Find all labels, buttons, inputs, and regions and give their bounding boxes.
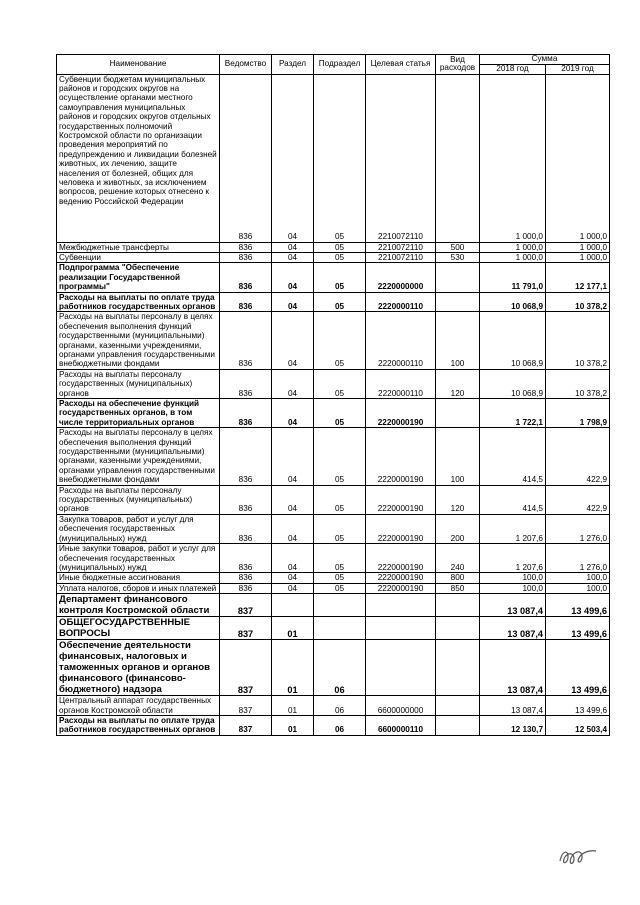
row-sum-2019: 12 177,1 [546,263,610,292]
row-target [366,640,436,696]
row-kind: 120 [436,485,480,514]
row-target: 2220000190 [366,514,436,543]
row-sum-2019: 13 499,6 [546,696,610,716]
row-subsection: 05 [314,242,366,252]
row-subsection: 05 [314,428,366,485]
row-section: 04 [272,514,314,543]
row-kind: 120 [436,369,480,398]
table-row [57,74,610,242]
row-sum-2019: 1 000,0 [546,252,610,262]
row-sum-2018: 414,5 [480,428,546,485]
row-target: 2220000110 [366,369,436,398]
row-target [366,594,436,617]
row-sum-2018: 100,0 [480,573,546,583]
budget-table [56,54,610,736]
row-kind: 530 [436,252,480,262]
row-dept: 836 [220,312,272,369]
row-dept: 836 [220,292,272,312]
row-subsection: 05 [314,312,366,369]
row-name: Субвенции бюджетам муниципальных районов и городских округов на осуществление органами местного самоуправления муниципальных районов и городских округов отдельных государственных полномочий Костромской области по организации проведения мероприятий по предупреждению и ликвидации болезней животных, их лечению, защите населения от болезней, общих для человека и животных, за исключением вопросов, решение которых отнесено к ведению Российской Федерации [57,74,220,242]
row-target: 2220000190 [366,485,436,514]
row-kind [436,74,480,242]
row-kind: 240 [436,544,480,573]
row-name: ОБЩЕГОСУДАРСТВЕННЫЕ ВОПРОСЫ [57,617,220,640]
row-kind [436,399,480,428]
row-sum-2019: 13 499,6 [546,617,610,640]
row-section: 04 [272,485,314,514]
row-sum-2018: 1 722,1 [480,399,546,428]
row-section: 04 [272,544,314,573]
row-name: Центральный аппарат государственных органов Костромской области [57,696,220,716]
row-sum-2018: 10 068,9 [480,292,546,312]
row-kind [436,715,480,735]
row-sum-2019: 1 000,0 [546,74,610,242]
row-sum-2019: 422,9 [546,485,610,514]
row-name: Иные бюджетные ассигнования [57,573,220,583]
row-target: 2220000110 [366,292,436,312]
table-row [57,242,610,252]
row-sum-2019: 13 499,6 [546,640,610,696]
table-row [57,696,610,716]
row-kind [436,640,480,696]
table-row [57,640,610,696]
row-target: 2220000110 [366,312,436,369]
row-name: Расходы на выплаты персоналу государственных (муниципальных) органов [57,369,220,398]
row-kind: 500 [436,242,480,252]
header-name: Наименование [57,55,220,75]
row-dept: 836 [220,252,272,262]
row-dept: 836 [220,573,272,583]
row-subsection: 05 [314,485,366,514]
row-name: Межбюджетные трансферты [57,242,220,252]
row-name: Расходы на выплаты по оплате труда работников государственных органов [57,292,220,312]
table-row [57,263,610,292]
row-dept: 836 [220,544,272,573]
row-section: 04 [272,428,314,485]
header-kind: Вид расходов [436,55,480,75]
row-sum-2018: 1 207,6 [480,514,546,543]
row-name: Расходы на выплаты персоналу в целях обеспечения выполнения функций государственными (муниципальными) органами, казенными учреждениями, органами управления государственными внебюджетными фондами [57,428,220,485]
row-section: 04 [272,252,314,262]
row-dept: 837 [220,640,272,696]
row-target: 2210072110 [366,242,436,252]
row-dept: 836 [220,263,272,292]
row-subsection: 06 [314,715,366,735]
table-row [57,514,610,543]
row-kind [436,594,480,617]
row-target: 2210072110 [366,74,436,242]
row-sum-2018: 10 068,9 [480,312,546,369]
row-name: Закупка товаров, работ и услуг для обеспечения государственных (муниципальных) нужд [57,514,220,543]
row-target: 2220000000 [366,263,436,292]
table-row [57,399,610,428]
row-section: 04 [272,583,314,593]
row-sum-2019: 100,0 [546,573,610,583]
row-subsection: 05 [314,544,366,573]
row-subsection: 05 [314,399,366,428]
table-row [57,485,610,514]
row-name: Расходы на обеспечение функций государственных органов, в том числе территориальных органов [57,399,220,428]
table-row [57,292,610,312]
row-target: 6600000110 [366,715,436,735]
row-kind [436,263,480,292]
row-name: Иные закупки товаров, работ и услуг для обеспечения государственных (муниципальных) нужд [57,544,220,573]
row-section: 01 [272,715,314,735]
row-sum-2018: 100,0 [480,583,546,593]
row-name: Расходы на выплаты по оплате труда работников государственных органов [57,715,220,735]
row-dept: 836 [220,399,272,428]
row-subsection: 05 [314,74,366,242]
row-dept: 836 [220,485,272,514]
row-target: 2220000190 [366,573,436,583]
row-dept: 836 [220,242,272,252]
row-kind [436,617,480,640]
row-section: 04 [272,74,314,242]
row-sum-2018: 13 087,4 [480,617,546,640]
row-sum-2018: 13 087,4 [480,696,546,716]
row-section: 04 [272,242,314,252]
row-subsection [314,617,366,640]
row-sum-2018: 1 000,0 [480,74,546,242]
row-sum-2018: 13 087,4 [480,594,546,617]
row-sum-2019: 10 378,2 [546,292,610,312]
row-dept: 836 [220,428,272,485]
row-sum-2019: 100,0 [546,583,610,593]
row-dept: 837 [220,715,272,735]
row-target: 2220000190 [366,428,436,485]
row-section: 04 [272,573,314,583]
row-dept: 836 [220,369,272,398]
row-target: 6600000000 [366,696,436,716]
row-sum-2019: 422,9 [546,428,610,485]
row-target: 2220000190 [366,399,436,428]
row-target: 2210072110 [366,252,436,262]
row-section: 04 [272,312,314,369]
row-subsection: 05 [314,573,366,583]
table-row [57,428,610,485]
row-sum-2019: 10 378,2 [546,312,610,369]
row-sum-2019: 13 499,6 [546,594,610,617]
row-subsection [314,594,366,617]
row-sum-2019: 1 798,9 [546,399,610,428]
row-sum-2019: 1 276,0 [546,514,610,543]
row-sum-2018: 1 000,0 [480,242,546,252]
row-name: Уплата налогов, сборов и иных платежей [57,583,220,593]
table-row [57,715,610,735]
row-kind: 100 [436,428,480,485]
header-subsection: Подраздел [314,55,366,75]
row-sum-2018: 1 207,6 [480,544,546,573]
row-kind: 200 [436,514,480,543]
row-section: 01 [272,696,314,716]
row-name: Подпрограмма "Обеспечение реализации Государственной программы" [57,263,220,292]
row-name: Субвенции [57,252,220,262]
row-section: 04 [272,399,314,428]
row-kind [436,696,480,716]
table-row [57,594,610,617]
row-sum-2018: 414,5 [480,485,546,514]
header-dept: Ведомство [220,55,272,75]
row-dept: 837 [220,696,272,716]
row-name: Расходы на выплаты персоналу в целях обеспечения выполнения функций государственными (муниципальными) органами, казенными учреждениями, органами управления государственными внебюджетными фондами [57,312,220,369]
row-section: 04 [272,292,314,312]
row-sum-2018: 11 791,0 [480,263,546,292]
table-row [57,583,610,593]
row-dept: 836 [220,583,272,593]
handwritten-signature [556,843,600,869]
header-section: Раздел [272,55,314,75]
row-subsection: 06 [314,696,366,716]
row-section [272,594,314,617]
table-row [57,312,610,369]
row-target [366,617,436,640]
row-subsection: 05 [314,514,366,543]
row-sum-2019: 10 378,2 [546,369,610,398]
row-sum-2018: 13 087,4 [480,640,546,696]
row-target: 2220000190 [366,544,436,573]
table-row [57,617,610,640]
row-subsection: 05 [314,263,366,292]
row-name: Обеспечение деятельности финансовых, налоговых и таможенных органов и органов финансового (финансово-бюджетного) надзора [57,640,220,696]
row-target: 2220000190 [366,583,436,593]
row-section: 04 [272,263,314,292]
row-section: 01 [272,640,314,696]
row-sum-2018: 10 068,9 [480,369,546,398]
row-dept: 837 [220,594,272,617]
row-dept: 836 [220,514,272,543]
row-subsection: 06 [314,640,366,696]
table-row [57,544,610,573]
row-sum-2018: 1 000,0 [480,252,546,262]
row-subsection: 05 [314,292,366,312]
header-year-2019: 2019 год [546,65,610,75]
row-name: Расходы на выплаты персоналу государственных (муниципальных) органов [57,485,220,514]
header-row [57,55,610,65]
row-sum-2019: 12 503,4 [546,715,610,735]
row-kind: 850 [436,583,480,593]
table-row [57,252,610,262]
row-subsection: 05 [314,583,366,593]
row-sum-2019: 1 276,0 [546,544,610,573]
row-subsection: 05 [314,369,366,398]
row-kind: 800 [436,573,480,583]
row-kind: 100 [436,312,480,369]
header-target: Целевая статья [366,55,436,75]
row-subsection: 05 [314,252,366,262]
table-row [57,573,610,583]
row-section: 01 [272,617,314,640]
row-sum-2018: 12 130,7 [480,715,546,735]
row-name: Департамент финансового контроля Костромской области [57,594,220,617]
row-kind [436,292,480,312]
row-dept: 837 [220,617,272,640]
header-sum: Сумма [480,55,610,65]
row-sum-2019: 1 000,0 [546,242,610,252]
table-row [57,369,610,398]
header-year-2018: 2018 год [480,65,546,75]
row-section: 04 [272,369,314,398]
row-dept: 836 [220,74,272,242]
